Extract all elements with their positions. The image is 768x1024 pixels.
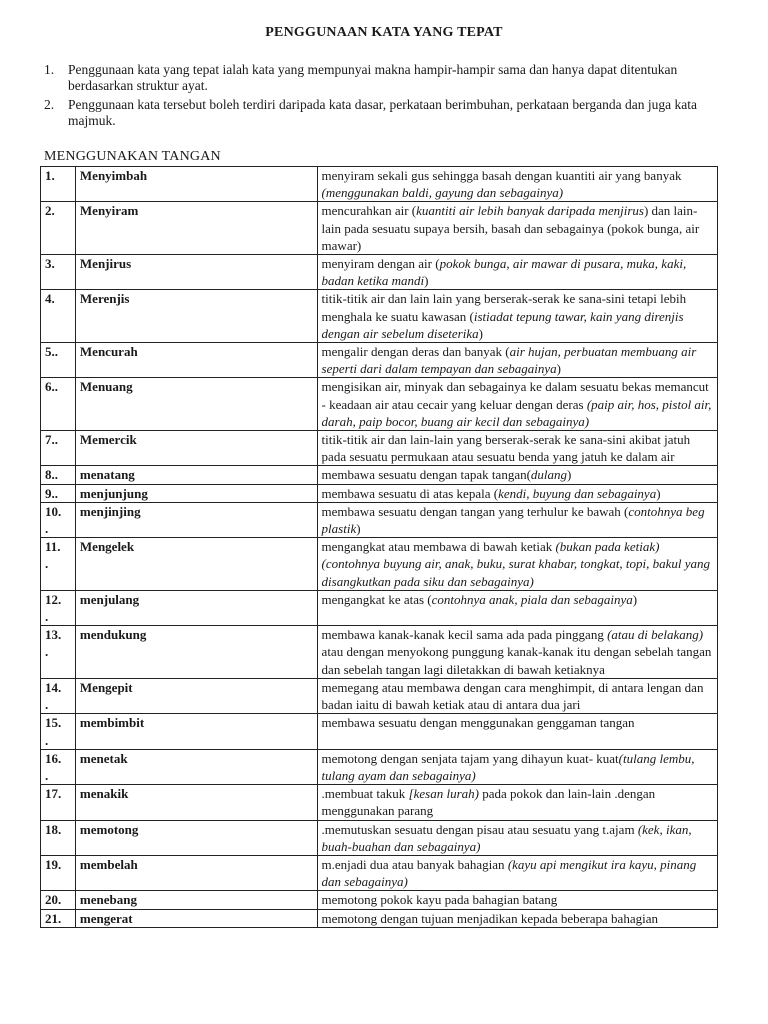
definition-text: titik-titik air dan lain lain yang berserak-serak ke sana-sini tetapi lebih menghala ke suatu kawasan ( (321, 291, 687, 324)
row-word: menjinjing (75, 502, 317, 537)
row-definition (317, 626, 717, 679)
row-number: 9.. (41, 484, 76, 502)
table-row (41, 255, 718, 290)
row-number: 7.. (41, 431, 76, 466)
row-word: Mengelek (75, 538, 317, 591)
row-word: mengerat (75, 909, 317, 927)
table-row (41, 855, 718, 890)
row-number: 10. . (41, 502, 76, 537)
row-word: Menyiram (75, 202, 317, 255)
definition-text: m.enjadi dua atau banyak bahagian (321, 856, 508, 872)
definition-text: memotong dengan senjata tajam yang dihayun kuat- kuat (321, 750, 619, 766)
definition-example: (kayu api mengikut ira kayu, pinang dan sebagainya) (321, 856, 697, 890)
definition-example: [kesan lurah) (408, 786, 479, 802)
row-word: Menyimbah (75, 167, 317, 202)
definition-text: mengangkat atau membawa di bawah ketiak (321, 539, 556, 555)
definition-text: memotong pokok kayu pada bahagian batang (321, 892, 558, 908)
definition-tail: ) (424, 273, 429, 289)
row-definition (317, 255, 717, 290)
definition-example: (paip air, hos, pistol air, darah, paip bocor, buang air kecil dan sebagainya) (321, 396, 712, 429)
row-word: Menjirus (75, 255, 317, 290)
definition-example: pokok bunga, air mawar di pusara, muka, kaki, badan ketika mandi (321, 256, 687, 289)
row-definition (317, 484, 717, 502)
row-definition (317, 749, 717, 784)
intro-list (44, 62, 724, 132)
row-word: menakik (75, 785, 317, 820)
definition-tail: ) (567, 467, 572, 483)
definition-text: membawa sesuatu dengan tangan yang terhulur ke bawah ( (321, 503, 629, 519)
definition-example: (tulang lembu, tulang ayam dan sebagainya) (321, 750, 695, 783)
definition-text: titik-titik air dan lain-lain yang berserak-serak ke sana-sini akibat jatuh pada sesuatu permukaan atau sesuatu benda yang jatuh ke dalam air (321, 432, 691, 465)
row-definition (317, 290, 717, 343)
table-row (41, 891, 718, 909)
definition-text: menyiram dengan air ( (321, 256, 440, 272)
table-row (41, 749, 718, 784)
row-number: 13. . (41, 626, 76, 679)
page-title: PENGGUNAAN KATA YANG TEPAT (265, 25, 503, 40)
definition-example: istiadat tepung tawar, kain yang direnjis dengan air sebelum diseterika (321, 308, 684, 341)
row-definition (317, 378, 717, 431)
row-word: menebang (75, 891, 317, 909)
definition-example: (atau di belakang) (607, 627, 704, 643)
row-word: menjulang (75, 590, 317, 625)
row-number: 8.. (41, 466, 76, 484)
definition-example: dulang (530, 467, 568, 483)
definition-example: contohnya beg plastik (321, 503, 705, 537)
row-word: memotong (75, 820, 317, 855)
section-heading: MENGGUNAKAN TANGAN (44, 149, 221, 164)
row-definition (317, 343, 717, 378)
definition-example: air hujan, perbuatan membuang air seperti dari dalam tempayan dan sebagainya (321, 344, 697, 377)
table-row (41, 466, 718, 484)
table-row (41, 167, 718, 202)
definition-text: mengisikan air, minyak dan sebagainya ke dalam sesuatu bekas memancut - keadaan air atau cecair yang keluar dengan deras (321, 379, 709, 412)
table-row (41, 538, 718, 591)
definition-text: menyiram sekali gus sehingga basah dengan kuantiti air yang banyak (321, 168, 682, 183)
row-number: 4. (41, 290, 76, 343)
definition-tail: ) (632, 591, 638, 607)
intro-item (44, 62, 724, 94)
row-definition (317, 466, 717, 484)
row-number: 12. . (41, 590, 76, 625)
row-number: 14. . (41, 678, 76, 713)
row-definition (317, 502, 717, 537)
row-number: 11. . (41, 538, 76, 591)
row-word: menatang (75, 466, 317, 484)
row-word: membelah (75, 855, 317, 890)
row-definition (317, 590, 717, 625)
intro-number: 2. (44, 97, 55, 112)
row-definition (317, 202, 717, 255)
table-row (41, 626, 718, 679)
row-number: 6.. (41, 378, 76, 431)
definition-text: .memutuskan sesuatu dengan pisau atau sesuatu yang t.ajam (321, 821, 638, 837)
definition-tail: ) (556, 361, 561, 377)
word-table (40, 166, 718, 928)
intro-item (44, 97, 724, 129)
row-definition (317, 538, 717, 591)
definition-example: kendi, buyung dan sebagainya (498, 485, 657, 501)
table-row (41, 290, 718, 343)
row-word: menetak (75, 749, 317, 784)
row-number: 16. . (41, 749, 76, 784)
definition-text: mengalir dengan deras dan banyak ( (321, 344, 510, 360)
table-row (41, 431, 718, 466)
table-row (41, 378, 718, 431)
definition-example: kuantiti air lebih banyak daripada menjirus (416, 203, 644, 219)
row-number: 3. (41, 255, 76, 290)
definition-example: (kek, ikan, buah-buahan dan sebagainya) (321, 821, 692, 854)
row-definition (317, 820, 717, 855)
row-definition (317, 855, 717, 890)
row-word: Mengepit (75, 678, 317, 713)
table-row (41, 502, 718, 537)
definition-text: .membuat takuk (321, 786, 409, 802)
table-row (41, 785, 718, 820)
table-row (41, 484, 718, 502)
row-word: mendukung (75, 626, 317, 679)
row-definition (317, 714, 717, 749)
row-definition (317, 431, 717, 466)
row-number: 2. (41, 202, 76, 255)
row-definition (317, 167, 717, 202)
table-row (41, 678, 718, 713)
intro-text: Penggunaan kata yang tepat ialah kata yang mempunyai makna hampir-hampir sama dan hanya dapat ditentukan berdasarkan struktur ayat. (68, 62, 678, 93)
definition-tail: ) (478, 325, 483, 341)
intro-text: Penggunaan kata tersebut boleh terdiri daripada kata dasar, perkataan berimbuhan, perkataan berganda dan juga kata majmuk. (68, 97, 697, 128)
definition-tail: ) (656, 485, 661, 501)
row-word: menjunjung (75, 484, 317, 502)
row-number: 19. (41, 855, 76, 890)
row-number: 1. (41, 167, 76, 202)
row-definition (317, 785, 717, 820)
row-number: 18. (41, 820, 76, 855)
definition-text: membawa sesuatu di atas kepala ( (321, 485, 499, 501)
definition-text: membawa sesuatu dengan tapak tangan( (321, 467, 531, 483)
row-definition (317, 909, 717, 927)
definition-example: (menggunakan baldi, gayung dan sebagainya) (321, 185, 564, 201)
row-word: Merenjis (75, 290, 317, 343)
row-word: Memercik (75, 431, 317, 466)
definition-text: memegang atau membawa dengan cara menghimpit, di antara lengan dan badan iaitu di bawah ketiak atau di antara dua jari (321, 679, 704, 713)
row-number: 5.. (41, 343, 76, 378)
row-definition (317, 891, 717, 909)
definition-text: mengangkat ke atas ( (321, 591, 432, 607)
definition-tail: atau dengan menyokong punggung kanak-kanak itu dengan sebelah tangan dan sebelah tangan lagi diletakkan di bawah ketiaknya (321, 644, 712, 677)
definition-example: (bukan pada ketiak) (contohnya buyung air, anak, buku, surat khabar, tongkat, topi, bakul yang disangkutkan pada siku dan sebagainya) (321, 539, 711, 589)
definition-text: memotong dengan tujuan menjadikan kepada beberapa bahagian (321, 910, 658, 926)
row-word: Mencurah (75, 343, 317, 378)
table-row (41, 202, 718, 255)
intro-number: 1. (44, 62, 55, 77)
definition-tail: ) dan lain-lain pada sesuatu supaya bersih, basah dan sebagainya (pokok bunga, air mawar) (321, 203, 700, 253)
definition-text: mencurahkan air ( (321, 203, 417, 219)
table-row (41, 714, 718, 749)
row-number: 21. (41, 909, 76, 927)
row-number: 20. (41, 891, 76, 909)
table-row (41, 820, 718, 855)
table-row (41, 590, 718, 625)
table-row (41, 909, 718, 927)
row-definition (317, 678, 717, 713)
definition-tail: pada pokok dan lain-lain .dengan menggunakan parang (321, 786, 656, 819)
row-number: 15. . (41, 714, 76, 749)
definition-tail: ) (356, 521, 361, 537)
definition-text: membawa sesuatu dengan menggunakan genggaman tangan (321, 715, 635, 731)
definition-text: membawa kanak-kanak kecil sama ada pada pinggang (321, 627, 608, 643)
row-word: membimbit (75, 714, 317, 749)
table-row (41, 343, 718, 378)
definition-example: contohnya anak, piala dan sebagainya (431, 591, 633, 607)
row-number: 17. (41, 785, 76, 820)
row-word: Menuang (75, 378, 317, 431)
